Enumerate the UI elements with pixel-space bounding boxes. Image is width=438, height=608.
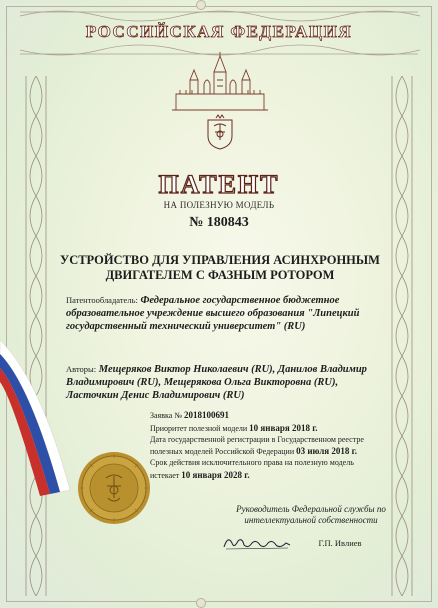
registration-details xyxy=(150,409,380,482)
priority-date: 10 января 2018 г. xyxy=(249,422,318,433)
signature-icon xyxy=(222,533,292,553)
patent-authors xyxy=(66,363,386,402)
patent-kind: НА ПОЛЕЗНУЮ МОДЕЛЬ xyxy=(163,200,275,210)
coat-of-arms-icon xyxy=(205,114,235,150)
country-title: РОССИЙСКАЯ ФЕДЕРАЦИЯ xyxy=(85,22,353,41)
kremlin-icon xyxy=(170,50,270,112)
authors-value: Мещеряков Виктор Николаевич (RU), Данилов Владимир Владимирович (RU), Мещерякова Ольга Викторовна (RU), Ласточкин Денис Владимирович (RU) xyxy=(66,364,367,402)
registration-row xyxy=(150,435,380,459)
expiry-row xyxy=(150,458,380,482)
application-number: 2018100691 xyxy=(183,410,229,420)
signer-name: Г.П. Ивлиев xyxy=(318,538,362,548)
left-ornament xyxy=(18,76,54,596)
holder-label: Патентообладатель: xyxy=(66,295,138,305)
expiry-date: 10 января 2028 г. xyxy=(181,469,250,480)
authors-label: Авторы: xyxy=(66,364,97,374)
expiry-label: Срок действия исключительного права на полезную модель истекает xyxy=(150,458,354,480)
right-ornament xyxy=(384,76,420,596)
patent-number: № 180843 xyxy=(189,215,249,230)
application-row xyxy=(150,409,380,422)
application-label: Заявка № xyxy=(150,411,182,420)
priority-row xyxy=(150,422,380,435)
priority-label: Приоритет полезной модели xyxy=(150,423,248,433)
official-seal-icon xyxy=(76,450,152,526)
invention-title: УСТРОЙСТВО ДЛЯ УПРАВЛЕНИЯ АСИНХРОННЫМ ДВИГАТЕЛЕМ С ФАЗНЫМ РОТОРОМ xyxy=(60,253,380,282)
registration-date: 03 июля 2018 г. xyxy=(296,446,357,457)
patent-title: ПАТЕНТ xyxy=(158,170,280,199)
holder-value: Федеральное государственное бюджетное образовательное учреждение высшего образования "Липецкий государственный технический университет" (RU) xyxy=(66,295,360,333)
patent-holder xyxy=(66,294,386,333)
office-title: Руководитель Федеральной службы по интеллектуальной собственности xyxy=(236,504,386,525)
binding-hole-bottom xyxy=(196,598,206,608)
registration-label: Дата государственной регистрации в Государственном реестре полезных моделей Российской Федерации xyxy=(150,434,364,457)
